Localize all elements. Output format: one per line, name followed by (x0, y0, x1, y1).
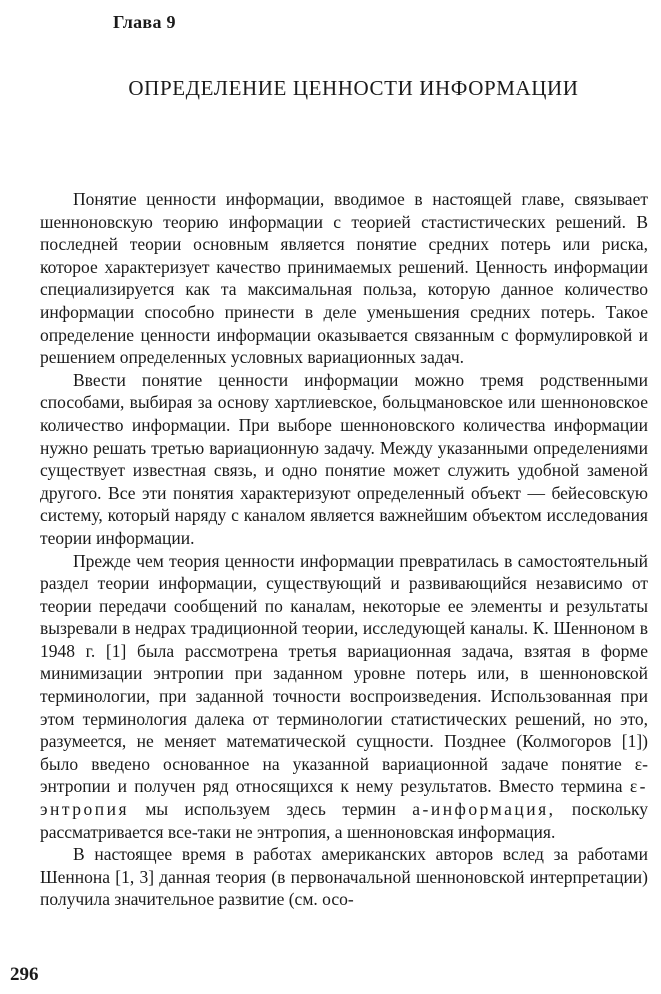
paragraph-3 (40, 550, 648, 844)
paragraph-1: Понятие ценности информации, вводимое в настоящей главе, связывает шенноновскую теорию информации с теорией стастистических решений. В последней теории основным является понятие средних потерь или риска, которое характеризует качество принимаемых решений. Ценность информации специализируется как та максимальная польза, которую данное количество информации способно принести в деле уменьшения средних потерь. Такое определение ценности информации оказывается связанным с формулировкой и решением определенных условных вариационных задач. (40, 189, 648, 368)
body-text (40, 188, 648, 911)
paragraph-3-part-b: мы используем здесь термин (145, 799, 396, 820)
paragraph-2: Ввести понятие ценности информации можно тремя родственными способами, выбирая за основу хартлиевское, больцмановское или шенноновское количество информации. При выборе шенноновского количества информации нужно решать третью вариационную задачу. Между указанными определениями существует известная связь, и одно понятие может служить удобной заменой другого. Все эти понятия характеризуют определенный объект — бейесовскую систему, который наряду с каналом является важнейшим объектом исследования теории информации. (40, 369, 648, 548)
paragraph-3-part-c: поскольку рассматривается все-таки не энтропия, а шенноновская информация. (40, 799, 648, 842)
term-a-information: а-информация, (412, 799, 556, 820)
chapter-title: ОПРЕДЕЛЕНИЕ ЦЕННОСТИ ИНФОРМАЦИИ (128, 76, 579, 100)
paragraph-3-part-a: Прежде чем теория ценности информации превратилась в самостоятельный раздел теории информации, существующий и развивающийся независимо от теории передачи сообщений по каналам, некоторые ее элементы и результаты вызревали в недрах традиционной теории, исследующей каналы. К. Шенноном в 1948 г. [1] была рассмотрена третья вариационная задача, взятая в форме минимизации энтропии при заданном уровне потерь или, в шенноновской терминологии, при заданной точности воспроизведения. Использованная при этом терминология далека от терминологии статистических решений, но это, разумеется, не меняет математической сущности. Позднее (Колмогоров [1]) было введено основанное на указанной вариационной задаче понятие ε-энтропии и получен ряд относящихся к нему результатов. Вместо термина (40, 550, 648, 797)
term-epsilon-entropy: ε-энтропия (40, 776, 649, 820)
chapter-label: Глава 9 (113, 12, 176, 32)
paragraph-4: В настоящее время в работах американских авторов вслед за работами Шеннона [1, 3] данная теория (в первоначальной шенноновской интерпретации) получила значительное развитие (см. осо- (40, 844, 648, 910)
page-number: 296 (10, 964, 39, 985)
